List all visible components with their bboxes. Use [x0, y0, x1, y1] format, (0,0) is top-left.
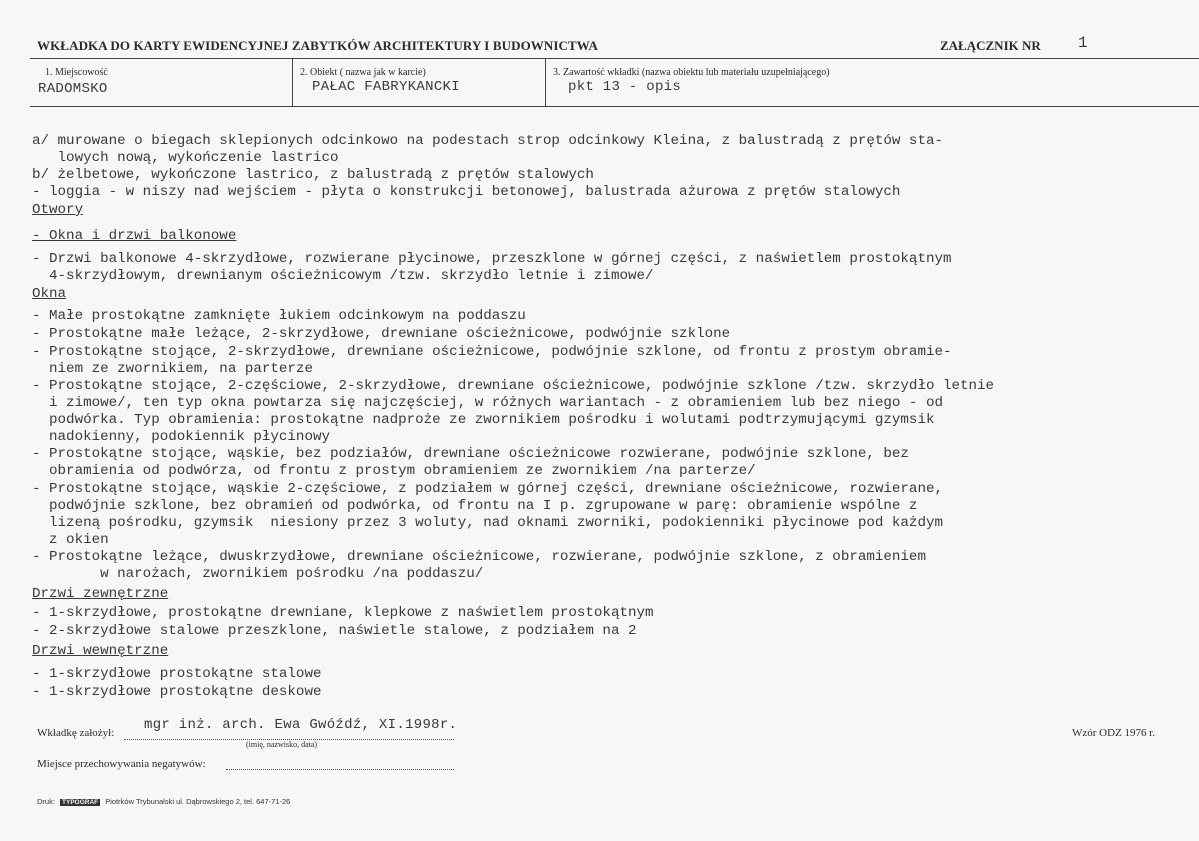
place-label: 1. Miejscowość — [45, 67, 108, 78]
printer-imprint — [37, 797, 290, 806]
text-line: b/ żelbetowe, wykończone lastrico, z balustradą z prętów stalowych — [32, 167, 594, 183]
section-heading: Drzwi zewnętrzne — [32, 586, 169, 602]
fields-rule — [30, 106, 1199, 107]
text-line: lizeną pośrodku, gzymsik niesiony przez 3 woluty, nad oknami zworniki, podokienniki płycinowe pod każdym — [32, 515, 943, 531]
print-text: Piotrków Trybunalski ul. Dąbrowskiego 2, tel. 647-71-26 — [105, 797, 291, 806]
place-value: RADOMSKO — [38, 81, 108, 97]
attachment-label: ZAŁĄCZNIK NR — [940, 38, 1041, 53]
card-title: WKŁADKA DO KARTY EWIDENCYJNEJ ZABYTKÓW ARCHITEKTURY I BUDOWNICTWA — [37, 38, 598, 53]
printer-logo: TYPOGRAF — [62, 799, 99, 806]
content-label: 3. Zawartość wkładki (nazwa obiektu lub materiału uzupełniającego) — [553, 67, 830, 78]
section-heading: Otwory — [32, 202, 84, 218]
text-line: z okien — [32, 532, 109, 548]
text-line: w narożach, zwornikiem pośrodku /na poddaszu/ — [32, 566, 484, 582]
text-line: nadokienny, podokiennik płycinowy — [32, 429, 330, 445]
text-line: - 1-skrzydłowe prostokątne deskowe — [32, 684, 322, 700]
section-heading: Okna — [32, 286, 67, 302]
section-heading: Drzwi wewnętrzne — [32, 643, 169, 659]
founder-label: Wkładkę założył: — [37, 727, 115, 739]
text-line: podwójnie szklone, bez obramień od podwórka, od frontu na I p. zgrupowane w parę: obramienie wspólne z — [32, 498, 918, 514]
text-line: - Małe prostokątne zamknięte łukiem odcinkowym na poddaszu — [32, 308, 526, 324]
field-divider-2 — [545, 58, 546, 106]
text-line: niem ze zwornikiem, na parterze — [32, 361, 313, 377]
text-line: - Prostokątne leżące, dwuskrzydłowe, drewniane ościeżnicowe, rozwierane, podwójnie szklone, z obramieniem — [32, 549, 926, 565]
content-value: pkt 13 - opis — [568, 79, 682, 95]
object-label: 2. Obiekt ( nazwa jak w karcie) — [300, 67, 426, 78]
text-line: i zimowe/, ten typ okna powtarza się najczęściej, w różnych wariantach - z obramieniem lub bez niego - od — [32, 395, 943, 411]
attachment-number: 1 — [1078, 34, 1088, 52]
object-value: PAŁAC FABRYKANCKI — [312, 79, 460, 95]
text-line: - 1-skrzydłowe, prostokątne drewniane, klepkowe z naświetlem prostokątnym — [32, 605, 654, 621]
text-line: - 2-skrzydłowe stalowe przeszklone, naświetle stalowe, z podziałem na 2 — [32, 623, 637, 639]
text-line: - Prostokątne stojące, 2-częściowe, 2-skrzydłowe, drewniane ościeżnicowe, podwójnie szklone /tzw. skrzydło letnie — [32, 378, 995, 394]
form-version: Wzór ODZ 1976 r. — [1072, 727, 1156, 739]
header-rule — [30, 58, 1199, 59]
section-heading: - Okna i drzwi balkonowe — [32, 228, 237, 244]
founder-value: mgr inż. arch. Ewa Gwóźdź, XI.1998r. — [144, 717, 458, 733]
text-line: a/ murowane o biegach sklepionych odcinkowo na podestach strop odcinkowy Kleina, z balustradą z prętów sta- — [32, 133, 943, 149]
text-line: - loggia - w niszy nad wejściem - płyta o konstrukcji betonowej, balustrada ażurowa z prętów stalowych — [32, 184, 901, 200]
text-line: - Drzwi balkonowe 4-skrzydłowe, rozwierane płycinowe, przeszklone w górnej części, z naświetlem prostokątnym — [32, 251, 952, 267]
text-line: lowych nową, wykończenie lastrico — [32, 150, 339, 166]
text-line: - Prostokątne stojące, wąskie 2-częściowe, z podziałem w górnej części, drewniane ościeżnicowe, rozwierane, — [32, 481, 943, 497]
text-line: - Prostokątne małe leżące, 2-skrzydłowe, drewniane ościeżnicowe, podwójnie szklone — [32, 326, 731, 342]
text-line: podwórka. Typ obramienia: prostokątne nadproże ze zwornikiem pośrodku i wolutami podtrzymującymi gzymsik — [32, 412, 935, 428]
text-line: - Prostokątne stojące, wąskie, bez podziałów, drewniane ościeżnicowe rozwierane, podwójnie szklone, bez — [32, 446, 909, 462]
negatives-label: Miejsce przechowywania negatywów: — [37, 758, 206, 770]
negatives-dotted-line — [226, 769, 454, 770]
founder-hint: (imię, nazwisko, data) — [246, 740, 318, 749]
text-line: - Prostokątne stojące, 2-skrzydłowe, drewniane ościeżnicowe, podwójnie szklone, od frontu z prostym obramie- — [32, 344, 952, 360]
print-prefix: Druk: — [37, 797, 55, 806]
text-line: - 1-skrzydłowe prostokątne stalowe — [32, 666, 322, 682]
text-line: obramienia od podwórza, od frontu z prostym obramieniem ze zwornikiem /na parterze/ — [32, 463, 756, 479]
text-line: 4-skrzydłowym, drewnianym ościeżnicowym /tzw. skrzydło letnie i zimowe/ — [32, 268, 654, 284]
field-divider-1 — [292, 58, 293, 106]
